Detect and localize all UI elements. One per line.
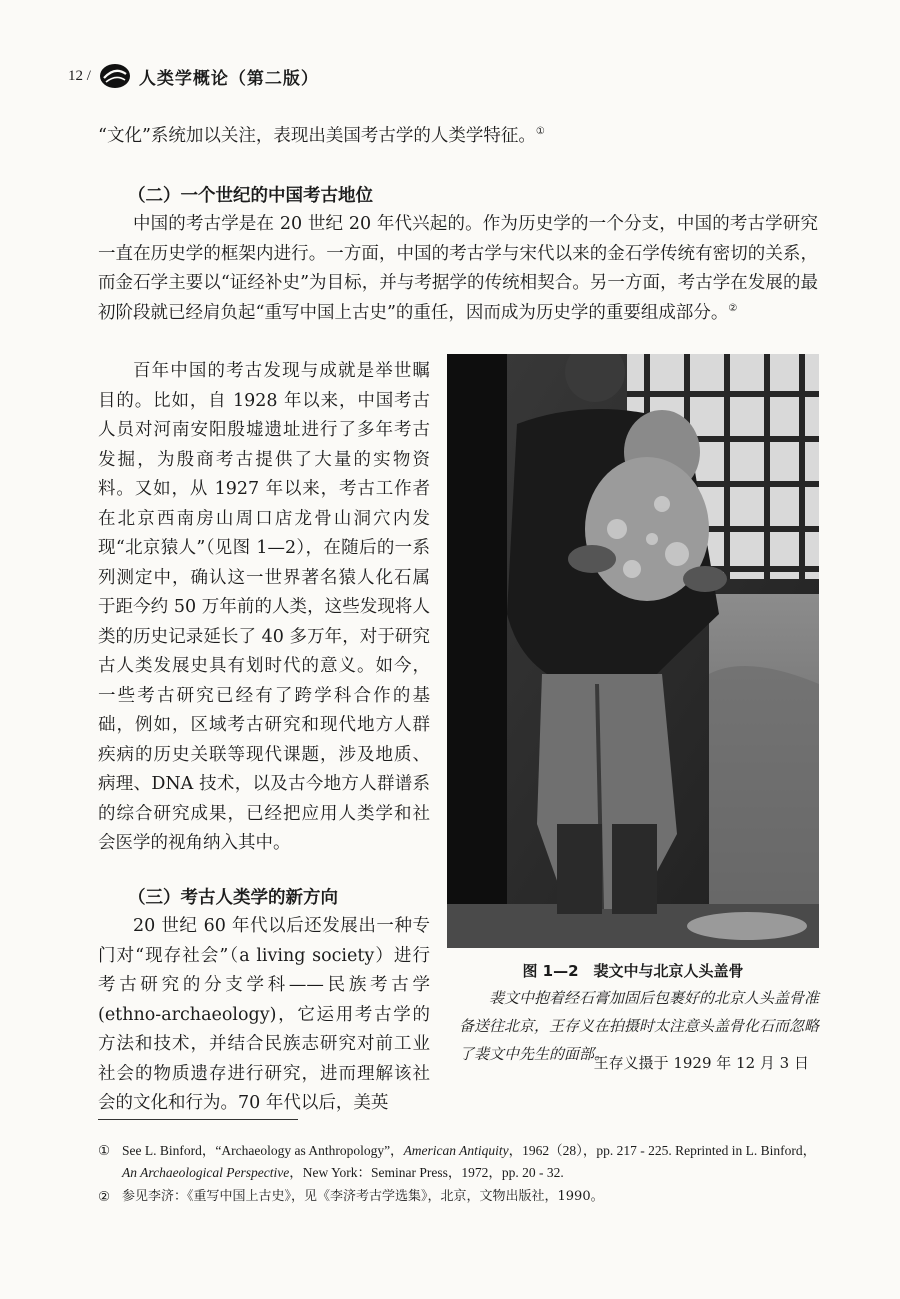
figure-caption-description: 裴文中抱着经石膏加固后包裹好的北京人头盖骨准备送往北京，王存义在拍摄时太注意头盖骨化石而忽略了裴文中先生的面部。 [459,989,820,1063]
footnote-ref-2[interactable]: ② [728,302,738,314]
photo-illustration [447,354,819,948]
section2-paragraph-1-text: 中国的考古学是在 20 世纪 20 年代兴起的。作为历史学的一个分支，中国的考古学研究一直在历史学的框架内进行。一方面，中国的考古学与宋代以来的金石学传统有密切的关系，而金石学主要以“证经补史”为目标，并与考据学的传统相契合。另一方面，考古学在发展的最初阶段就已经肩负起“重写中国上古史”的重任，因而成为历史学的重要组成部分。 [98,214,818,323]
section-heading-2: （二）一个世纪的中国考古地位 [128,186,373,206]
section2-paragraph-1 [98,210,818,328]
figure-photo [447,354,819,948]
intro-text: “文化”系统加以关注，表现出美国考古学的人类学特征。 [98,126,536,146]
intro-line [98,122,818,152]
book-title: 人类学概论（第二版） [138,68,319,89]
figure-photo-credit: 王存义摄于 1929 年 12 月 3 日 [593,1054,809,1072]
footnote-2: 参见李济：《重写中国上古史》，见《李济考古学选集》，北京，文物出版社，1990。 [122,1189,604,1204]
section-heading-3: （三）考古人类学的新方向 [128,888,338,908]
running-header [68,60,319,92]
figure-caption-title: 图 1—2 裴文中与北京人头盖骨 [522,962,744,980]
footnote-1-book: An Archaeological Perspective [122,1165,290,1180]
footnote-1 [122,1140,822,1184]
footnote-2-marker: ② [98,1189,111,1204]
footnote-1-marker: ① [98,1143,111,1158]
footnote-1-part-b: ，1962（28），pp. 217 - 225. Reprinted in L. Binford， [508,1143,817,1158]
page-number: 12 / [68,67,91,84]
footnote-1-part-c: ，New York：Seminar Press，1972，pp. 20 - 32. [289,1165,564,1180]
section2-paragraph-2: 百年中国的考古发现与成就是举世瞩目的。比如，自 1928 年以来，中国考古人员对河南安阳殷墟遗址进行了多年考古发掘，为殷商考古提供了大量的实物资料。又如，从 1927 年以来，考古工作者在北京西南房山周口店龙骨山洞穴内发现“北京猿人”（见图 1—2），在随后的一系列测定中，确认这一世界著名猿人化石属于距今约 50 万年前的人类，这些发现将人类的历史记录延长了 40 多万年，对于研究古人类发展史具有划时代的意义。如今，一些考古研究已经有了跨学科合作的基础，例如，区域考古研究和现代地方人群疾病的历史关联等现代课题，涉及地质、病理、DNA 技术，以及古今地方人群谱系的综合研究成果，已经把应用人类学和社会医学的视角纳入其中。 [98,361,430,853]
section3-paragraph-1: 20 世纪 60 年代以后还发展出一种专门对“现存社会”（a living society）进行考古研究的分支学科——民族考古学(ethno-archaeology)，它运用考古学的方法和技术，并结合民族志研究对前工业社会的物质遗存进行研究，进而理解该社会的文化和行为。70 年代以后，美英 [98,916,430,1113]
publisher-logo-icon [99,62,131,90]
footnote-ref-1[interactable]: ① [535,126,545,138]
footnote-1-part-a: See L. Binford，“Archaeology as Anthropology”， [122,1143,404,1158]
footnote-1-journal: American Antiquity [403,1143,509,1158]
footnote-divider [98,1119,298,1120]
